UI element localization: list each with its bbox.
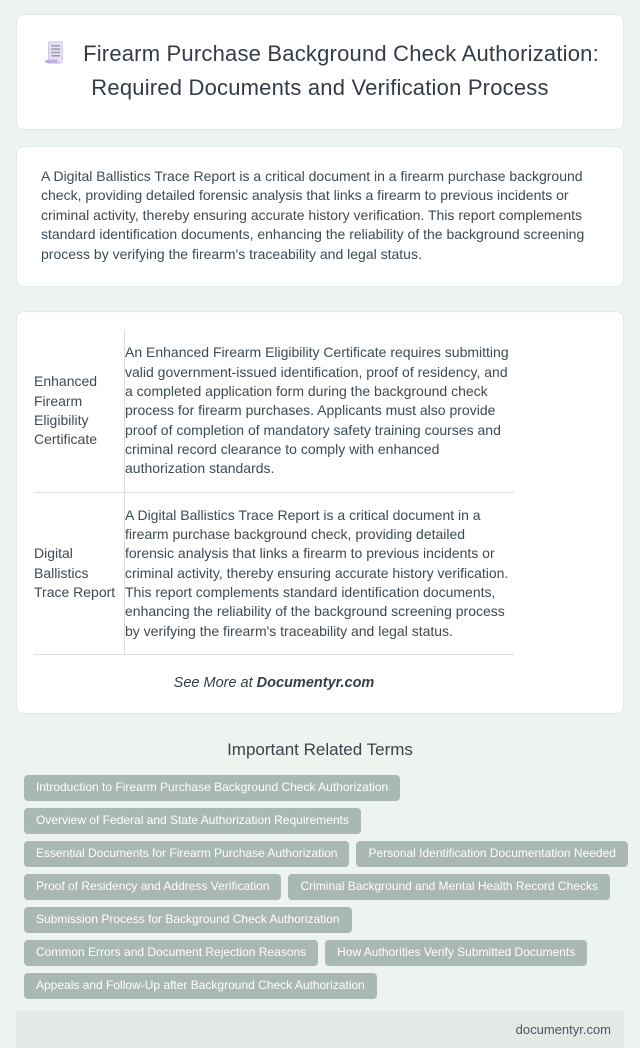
footer-bar bbox=[16, 1011, 624, 1048]
tag-row bbox=[24, 940, 616, 966]
term-tag[interactable]: Criminal Background and Mental Health Record Checks bbox=[288, 874, 609, 900]
tag-row bbox=[24, 874, 616, 900]
description-cell: A Digital Ballistics Trace Report is a critical document in a firearm purchase background check, providing detailed forensic analysis that links a firearm to previous incidents or criminal activity, thereby ensuring accurate history verification. This report complements standard identification documents, enhancing the reliability of the background screening process by verifying the firearm's traceability and legal status. bbox=[125, 492, 515, 654]
tag-row bbox=[24, 841, 616, 867]
tag-row bbox=[24, 775, 616, 801]
tag-row bbox=[24, 907, 616, 933]
term-tag[interactable]: Overview of Federal and State Authorization Requirements bbox=[24, 808, 361, 834]
summary-text: A Digital Ballistics Trace Report is a critical document in a firearm purchase background check, providing detailed forensic analysis that links a firearm to previous incidents or criminal activity, thereby ensuring accurate history verification. This report complements standard identification documents, enhancing the reliability of the background screening process by verifying the firearm's traceability and legal status. bbox=[41, 167, 585, 262]
term-tag[interactable]: Essential Documents for Firearm Purchase Authorization bbox=[24, 841, 349, 867]
tag-row bbox=[24, 808, 616, 834]
term-tag[interactable]: Personal Identification Documentation Needed bbox=[356, 841, 628, 867]
term-tag[interactable]: Submission Process for Background Check Authorization bbox=[24, 907, 352, 933]
table-row bbox=[34, 492, 514, 654]
related-terms-heading: Important Related Terms bbox=[227, 739, 413, 759]
footer-site-label: documentyr.com bbox=[515, 1021, 611, 1037]
term-tag[interactable]: Common Errors and Document Rejection Reasons bbox=[24, 940, 318, 966]
page-title bbox=[41, 39, 599, 103]
page-title-text: Firearm Purchase Background Check Authorization: Required Documents and Verification Process bbox=[83, 41, 599, 101]
term-cell: Digital Ballistics Trace Report bbox=[34, 492, 125, 654]
see-more-brand: Documentyr.com bbox=[256, 674, 375, 691]
term-tag[interactable]: Appeals and Follow-Up after Background Check Authorization bbox=[24, 973, 377, 999]
related-terms-list bbox=[24, 775, 616, 999]
receipt-icon bbox=[41, 40, 67, 73]
glossary-table bbox=[34, 330, 514, 654]
term-tag[interactable]: Proof of Residency and Address Verification bbox=[24, 874, 281, 900]
description-cell: An Enhanced Firearm Eligibility Certificate requires submitting valid government-issued identification, proof of residency, and a completed application form during the background check process for firearm purchases. Applicants must also provide proof of completion of mandatory safety training courses and criminal record clearance to comply with enhanced authorization standards. bbox=[125, 330, 515, 492]
term-tag[interactable]: Introduction to Firearm Purchase Background Check Authorization bbox=[24, 775, 400, 801]
see-more-prefix: See More at bbox=[173, 674, 257, 691]
tag-row bbox=[24, 973, 616, 999]
table-row bbox=[34, 330, 514, 492]
glossary-card bbox=[16, 311, 624, 713]
title-card bbox=[16, 14, 624, 130]
term-tag[interactable]: How Authorities Verify Submitted Documents bbox=[325, 940, 587, 966]
summary-card bbox=[16, 146, 624, 288]
see-more-line bbox=[34, 675, 514, 691]
term-cell: Enhanced Firearm Eligibility Certificate bbox=[34, 330, 125, 492]
